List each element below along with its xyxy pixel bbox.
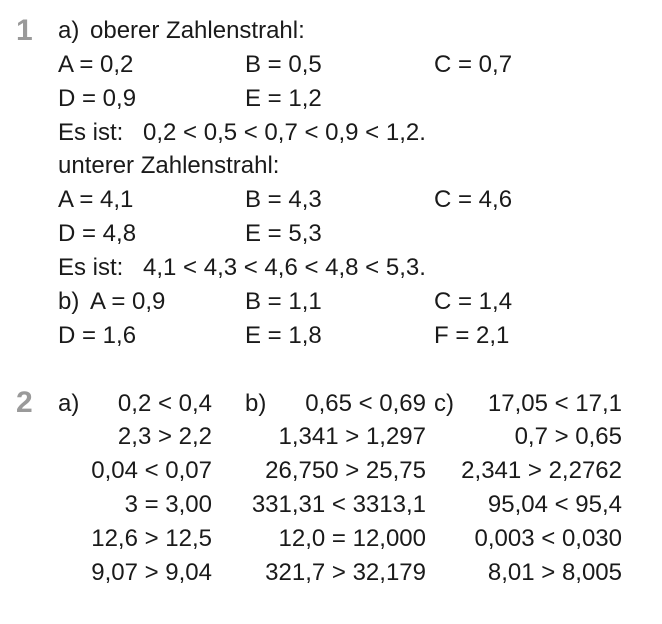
comparison-a: 2,3 > 2,2 [117, 423, 212, 450]
comparison-a: 0,2 < 0,4 [117, 390, 212, 417]
lower-order-statement: 4,1 < 4,3 < 4,6 < 4,8 < 5,3. [143, 254, 426, 281]
comparison-b: 321,7 > 32,179 [265, 559, 426, 586]
b-value: A = 0,9 [90, 288, 166, 315]
comparison-c: 95,04 < 95,4 [487, 491, 622, 518]
lower-order-prefix: Es ist: [58, 254, 124, 281]
comparison-c: 8,01 > 8,005 [487, 559, 622, 586]
exercise-2c-label: c) [434, 390, 454, 417]
b-value: E = 1,8 [245, 322, 322, 349]
lower-value: C = 4,6 [434, 186, 513, 213]
exercise-1-number: 1 [16, 14, 33, 47]
upper-order-statement: 0,2 < 0,5 < 0,7 < 0,9 < 1,2. [143, 119, 426, 146]
exercise-2a-label: a) [58, 390, 80, 417]
lower-value: B = 4,3 [245, 186, 322, 213]
upper-number-line-heading: oberer Zahlenstrahl: [90, 17, 305, 44]
exercise-2-number: 2 [16, 386, 33, 419]
upper-value: C = 0,7 [434, 51, 513, 78]
lower-value: D = 4,8 [58, 220, 137, 247]
comparison-b: 1,341 > 1,297 [278, 423, 426, 450]
comparison-c: 17,05 < 17,1 [487, 390, 622, 417]
exercise-1b-label: b) [58, 288, 80, 315]
comparison-b: 331,31 < 3313,1 [251, 491, 426, 518]
exercise-2b-label: b) [245, 390, 267, 417]
upper-value: B = 0,5 [245, 51, 322, 78]
lower-value: E = 5,3 [245, 220, 322, 247]
comparison-a: 12,6 > 12,5 [91, 525, 212, 552]
b-value: D = 1,6 [58, 322, 137, 349]
upper-value: E = 1,2 [245, 85, 322, 112]
b-value: C = 1,4 [434, 288, 513, 315]
upper-value: D = 0,9 [58, 85, 137, 112]
lower-number-line-heading: unterer Zahlenstrahl: [58, 152, 280, 179]
comparison-b: 0,65 < 0,69 [305, 390, 426, 417]
exercise-1a-label: a) [58, 17, 80, 44]
upper-value: A = 0,2 [58, 51, 134, 78]
comparison-c: 0,7 > 0,65 [514, 423, 622, 450]
comparison-a: 0,04 < 0,07 [91, 457, 212, 484]
comparison-c: 2,341 > 2,2762 [461, 457, 622, 484]
upper-order-prefix: Es ist: [58, 119, 124, 146]
b-value: B = 1,1 [245, 288, 322, 315]
comparison-a: 3 = 3,00 [124, 491, 212, 518]
lower-value: A = 4,1 [58, 186, 134, 213]
b-value: F = 2,1 [434, 322, 510, 349]
comparison-a: 9,07 > 9,04 [91, 559, 212, 586]
comparison-b: 12,0 = 12,000 [278, 525, 426, 552]
comparison-b: 26,750 > 25,75 [265, 457, 426, 484]
comparison-c: 0,003 < 0,030 [474, 525, 622, 552]
